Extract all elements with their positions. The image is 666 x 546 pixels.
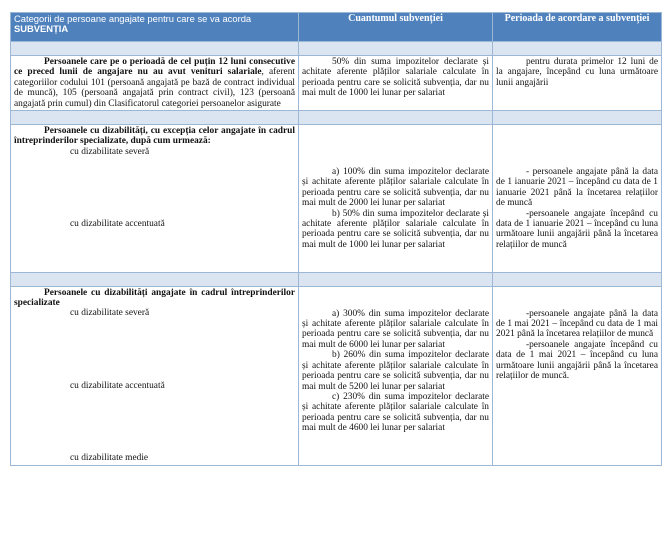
row2-period-b: -persoanele angajate începând cu data de 1 ianuarie 2021 – începând cu luna următoare lunii angajării până la încetarea relațiilor de muncă <box>496 208 658 250</box>
row1-amount: 50% din suma impozitelor declarate și achitate aferente plăților salariale calculate în perioada pentru care se solicită subvenția, dar nu mai mult de 1000 lei lunar per salariat <box>299 56 493 111</box>
row2-amount-cell <box>299 125 493 273</box>
row3-category-cell <box>11 286 299 465</box>
row2-category-cell <box>11 125 299 273</box>
row2-sub-severe: cu dizabilitate severă <box>70 146 150 157</box>
row3-sub-medium: cu dizabilitate medie <box>70 453 149 464</box>
header-category-line1: Categorii de persoane angajate pentru care se va acorda <box>14 13 252 24</box>
row2-category: Persoanele cu dizabilități, cu excepția celor angajate în cadrul întreprinderilor specializate, după cum urmează: <box>14 126 295 147</box>
row3-amount-a: a) 300% din suma impozitelor declarate și achitate aferente plăților salariale calculate în perioada pentru care se solicită subvenția, dar nu mai mult de 6000 lei lunar per salariat <box>302 308 489 350</box>
row3-category: Persoanele cu dizabilități angajate în cadrul întreprinderilor specializate <box>14 287 295 309</box>
header-category <box>11 13 299 42</box>
table-row <box>11 125 662 273</box>
row1-period: pentru durata primelor 12 luni de la angajare, începând cu luna următoare lunii angajării <box>493 56 662 111</box>
row2-amount-a: a) 100% din suma impozitelor declarate și achitate aferente plăților salariale calculate în perioada pentru care se solicită subvenția, dar nu mai mult de 2000 lei lunar per salariat <box>302 167 489 209</box>
table-header-row <box>11 13 662 42</box>
row3-amount-b: b) 260% din suma impozitelor declarate și achitate aferente plăților salariale calculate în perioada pentru care se solicită subvenția, dar nu mai mult de 5200 lei lunar per salariat <box>302 350 489 392</box>
row3-period-a: -persoanele angajate până la data de 1 mai 2021 – începând cu data de 1 mai 2021 până la încetarea relațiilor de muncă <box>496 308 658 340</box>
row3-amount-cell <box>299 286 493 465</box>
row2-period-a: - persoanele angajate până la data de 1 ianuarie 2021 – începând cu data de 1 ianuarie 2021 până la încetarea relațiilor de muncă <box>496 167 658 209</box>
header-category-line2: SUBVENȚIA <box>14 23 69 35</box>
separator-row <box>11 272 662 286</box>
separator-row <box>11 111 662 125</box>
row3-sub-accentuated: cu dizabilitate accentuată <box>70 380 165 391</box>
table-row <box>11 56 662 111</box>
row1-category-bold: Persoanele care pe o perioadă de cel puțin 12 luni consecutive ce preced lunii de angajare nu au avut venituri salariale <box>14 57 295 78</box>
separator-row <box>11 42 662 56</box>
row2-period-cell <box>493 125 662 273</box>
subsidy-table <box>10 12 662 466</box>
row3-period-cell <box>493 286 662 465</box>
row1-category <box>11 56 299 111</box>
row3-amount-c: c) 230% din suma impozitelor declarate și achitate aferente plăților salariale calculate în perioada pentru care se solicită subvenția, dar nu mai mult de 4600 lei lunar per salariat <box>302 391 489 434</box>
header-amount: Cuantumul subvenției <box>299 13 493 42</box>
row3-sub-severe: cu dizabilitate severă <box>70 308 150 319</box>
row2-amount-b: b) 50% din suma impozitelor declarate și achitate aferente plăților salariale calculate în perioada pentru care se solicită subvenția, dar nu mai mult de 1000 lei lunar per salariat <box>302 208 489 250</box>
row3-period-b: -persoanele angajate începând cu data de 1 mai 2021 – începând cu luna următoare lunii angajării până la încetarea relațiilor de muncă. <box>496 339 658 382</box>
row2-sub-accentuated: cu dizabilitate accentuată <box>70 219 165 230</box>
header-period: Perioada de acordare a subvenției <box>493 13 662 42</box>
row1-category-rest: , aferent categoriilor codului 101 (persoană angajată pe bază de contract individual de muncă), 105 (persoană angajată prin contract civil), 123 (persoană angajată prin cumul) din Clasificatorul categoriei persoanelor asigurate <box>14 67 295 109</box>
table-row <box>11 286 662 465</box>
